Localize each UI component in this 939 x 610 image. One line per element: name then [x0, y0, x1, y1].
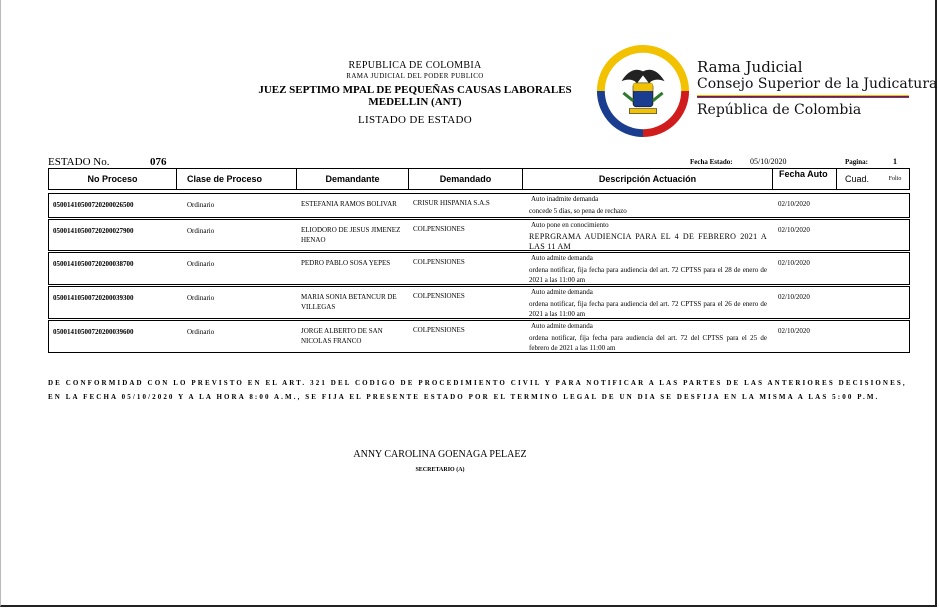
row-actuacion: Auto inadmite demanda	[531, 195, 599, 203]
header-court	[230, 84, 600, 108]
table-row	[48, 252, 910, 285]
logo-rama-judicial: Rama Judicial	[697, 58, 803, 76]
row-detalle: ordena notificar, fija fecha para audiencia del art. 72 CPTSS para el 26 de enero de 2021 a las 11:00 am	[529, 300, 767, 318]
pagina-value: 1	[893, 157, 897, 166]
row-detalle: concede 5 días, so pena de rechazo	[529, 207, 627, 215]
row-clase: Ordinario	[187, 260, 215, 268]
row-demandante: MARIA SONIA BETANCUR DE VILLEGAS	[301, 293, 397, 311]
col-header-descripcion: Descripción Actuación	[523, 169, 773, 189]
row-actuacion: Auto admite demanda	[531, 288, 593, 296]
table-row	[48, 219, 910, 251]
row-actuacion: Auto admite demanda	[531, 254, 593, 262]
col-header-clase: Clase de Proceso	[177, 169, 297, 189]
row-demandante: PEDRO PABLO SOSA YEPES	[301, 259, 391, 267]
row-demandado: COLPENSIONES	[413, 225, 465, 233]
list-title: LISTADO DE ESTADO	[358, 114, 472, 126]
col-header-proceso: No Proceso	[49, 169, 177, 189]
col-header-fecha-auto: Fecha Auto	[773, 169, 837, 189]
header-court-name: JUEZ SEPTIMO MPAL DE PEQUEÑAS CAUSAS LABORALES	[258, 84, 572, 96]
logo-consejo-superior: Consejo Superior de la Judicatura	[697, 76, 938, 92]
row-fecha: 02/10/2020	[778, 200, 810, 208]
signature-role: SECRETARIO (A)	[415, 467, 465, 473]
col-header-cuad: Cuad.	[844, 174, 870, 184]
row-demandante: JORGE ALBERTO DE SAN NICOLAS FRANCO	[301, 327, 383, 345]
row-fecha: 02/10/2020	[778, 259, 810, 267]
table-row	[48, 320, 910, 353]
table-row	[48, 286, 910, 319]
header-city: MEDELLIN (ANT)	[368, 96, 462, 108]
row-actuacion: Auto admite demanda	[531, 322, 593, 330]
row-demandado: COLPENSIONES	[413, 258, 465, 266]
signature-name: ANNY CAROLINA GOENAGA PELAEZ	[353, 449, 527, 460]
header-country: REPUBLICA DE COLOMBIA	[348, 60, 482, 71]
row-clase: Ordinario	[187, 328, 215, 336]
logo-republica: República de Colombia	[697, 102, 862, 118]
row-proceso: 05001410500720200027900	[53, 227, 134, 235]
col-header-demandante: Demandante	[297, 169, 409, 189]
row-clase: Ordinario	[187, 294, 215, 302]
table-row	[48, 193, 910, 218]
row-clase: Ordinario	[187, 201, 215, 209]
col-header-folio: Folio	[888, 176, 902, 182]
table-header	[48, 168, 910, 190]
coat-of-arms-logo	[594, 42, 692, 140]
legal-notice: DE CONFORMIDAD CON LO PREVISTO EN EL ART. 321 DEL CODIGO DE PROCEDIMIENTO CIVIL Y PARA NOTIFICAR A LAS PARTES DE LAS ANTERIORES DECISIONES, EN LA FECHA 05/10/2020 Y A LA HORA 8:00 A.M., SE FIJA EL PRESENTE ESTADO POR EL TERMINO LEGAL DE UN DIA SE DESFIJA EN LA MISMA A LAS 5:00 P.M.	[48, 379, 907, 401]
row-clase: Ordinario	[187, 227, 215, 235]
row-actuacion: Auto pone en conocimiento	[531, 221, 609, 229]
row-proceso: 05001410500720200039600	[53, 328, 134, 336]
row-demandado: CRISUR HISPANIA S.A.S	[413, 199, 490, 207]
row-demandante: ESTEFANIA RAMOS BOLIVAR	[301, 200, 397, 208]
row-proceso: 05001410500720200039300	[53, 294, 134, 302]
row-demandado: COLPENSIONES	[413, 292, 465, 300]
estado-number: 076	[150, 156, 167, 168]
row-detalle: ordena notificar, fija fecha para audiencia del art. 72 CPTSS para el 28 de enero de 2021 a las 11:00 am	[529, 266, 767, 284]
estado-label: ESTADO No.	[48, 156, 110, 168]
row-demandante: ELIODORO DE JESUS JIMENEZ HENAO	[301, 226, 401, 244]
fecha-estado-value: 05/10/2020	[750, 157, 787, 166]
row-proceso: 05001410500720200038700	[53, 260, 134, 268]
pagina-label: Pagina:	[845, 158, 868, 166]
header-branch: RAMA JUDICIAL DEL PODER PUBLICO	[346, 72, 484, 80]
row-proceso: 05001410500720200026500	[53, 201, 134, 209]
row-demandado: COLPENSIONES	[413, 326, 465, 334]
logo-flag-stripe	[697, 95, 909, 98]
row-detalle: ordena notificar, fija fecha para audiencia del art. 72 del CPTSS para el 25 de febrero de 2021 a las 11:00 am	[529, 334, 767, 352]
col-header-demandado: Demandado	[409, 169, 523, 189]
row-fecha: 02/10/2020	[778, 226, 810, 234]
row-fecha: 02/10/2020	[778, 293, 810, 301]
row-fecha: 02/10/2020	[778, 327, 810, 335]
fecha-estado-label: Fecha Estado:	[690, 158, 733, 166]
row-detalle: REPRGRAMA AUDIENCIA PARA EL 4 DE FEBRERO 2021 A LAS 11 AM	[529, 232, 767, 251]
